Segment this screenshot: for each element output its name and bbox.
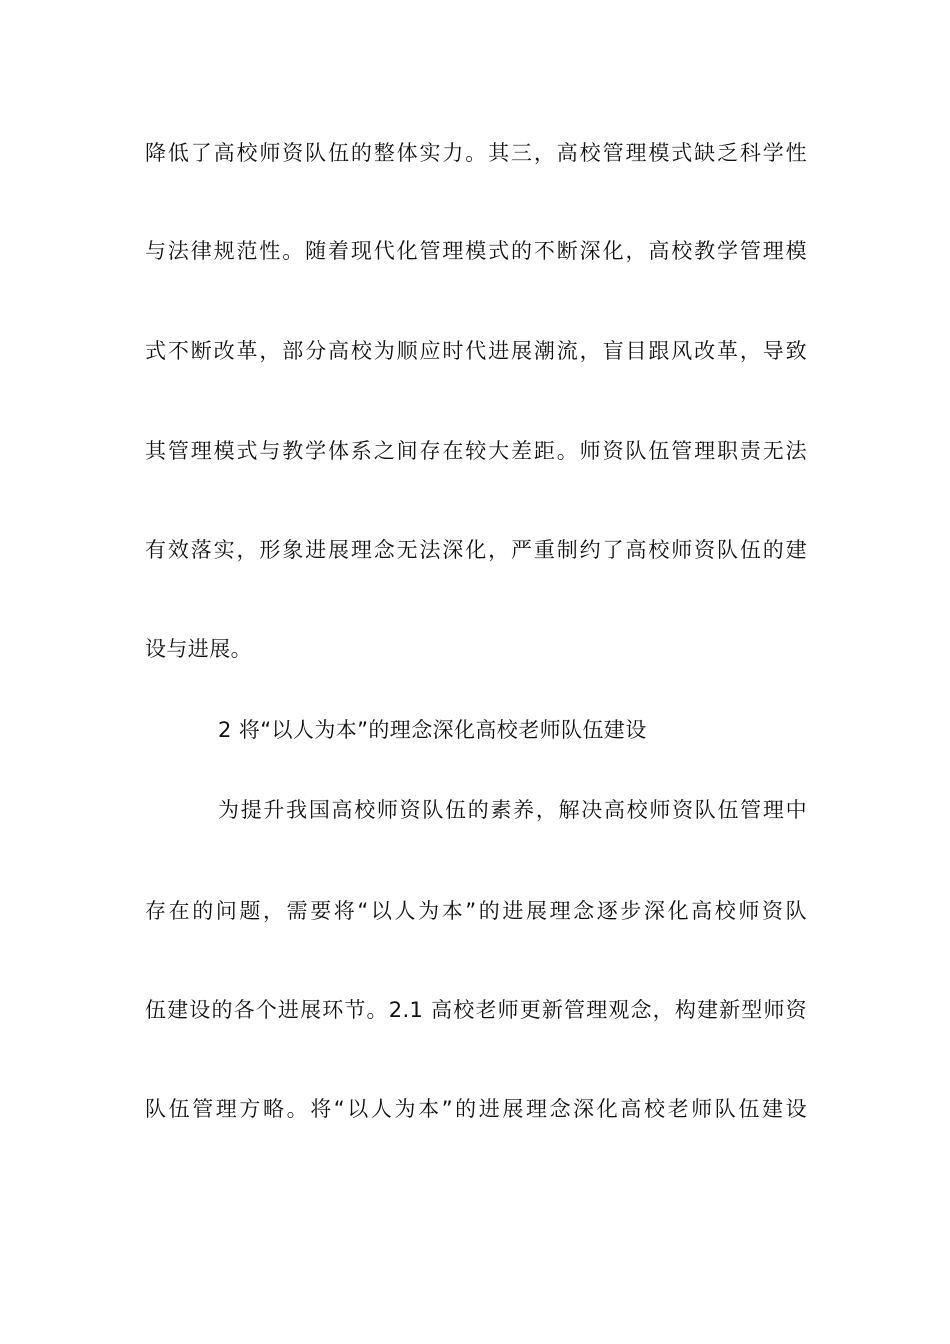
paragraph-2-line-2: 存在的问题，需要将“以人为本”的进展理念逐步深化高校师资队 <box>145 899 807 923</box>
section-heading: 2 将“以人为本”的理念深化高校老师队伍建设 <box>218 718 647 742</box>
paragraph-2-line-1: 为提升我国高校师资队伍的素养，解决高校师资队伍管理中 <box>218 798 807 822</box>
paragraph-2-line-4: 队伍管理方略。将“以人为本”的进展理念深化高校老师队伍建设 <box>145 1097 807 1121</box>
paragraph-1-line-4: 其管理模式与教学体系之间存在较大差距。师资队伍管理职责无法 <box>145 439 807 463</box>
paragraph-1-line-3: 式不断改革，部分高校为顺应时代进展潮流，盲目跟风改革，导致 <box>145 339 807 363</box>
paragraph-1-line-2: 与法律规范性。随着现代化管理模式的不断深化，高校教学管理模 <box>145 239 807 263</box>
paragraph-1-line-6: 设与进展。 <box>145 637 252 661</box>
paragraph-1-line-1: 降低了高校师资队伍的整体实力。其三，高校管理模式缺乏科学性 <box>145 141 807 165</box>
paragraph-2-line-3: 伍建设的各个进展环节。2.1 高校老师更新管理观念，构建新型师资 <box>145 998 807 1022</box>
paragraph-1-line-5: 有效落实，形象进展理念无法深化，严重制约了高校师资队伍的建 <box>145 538 807 562</box>
